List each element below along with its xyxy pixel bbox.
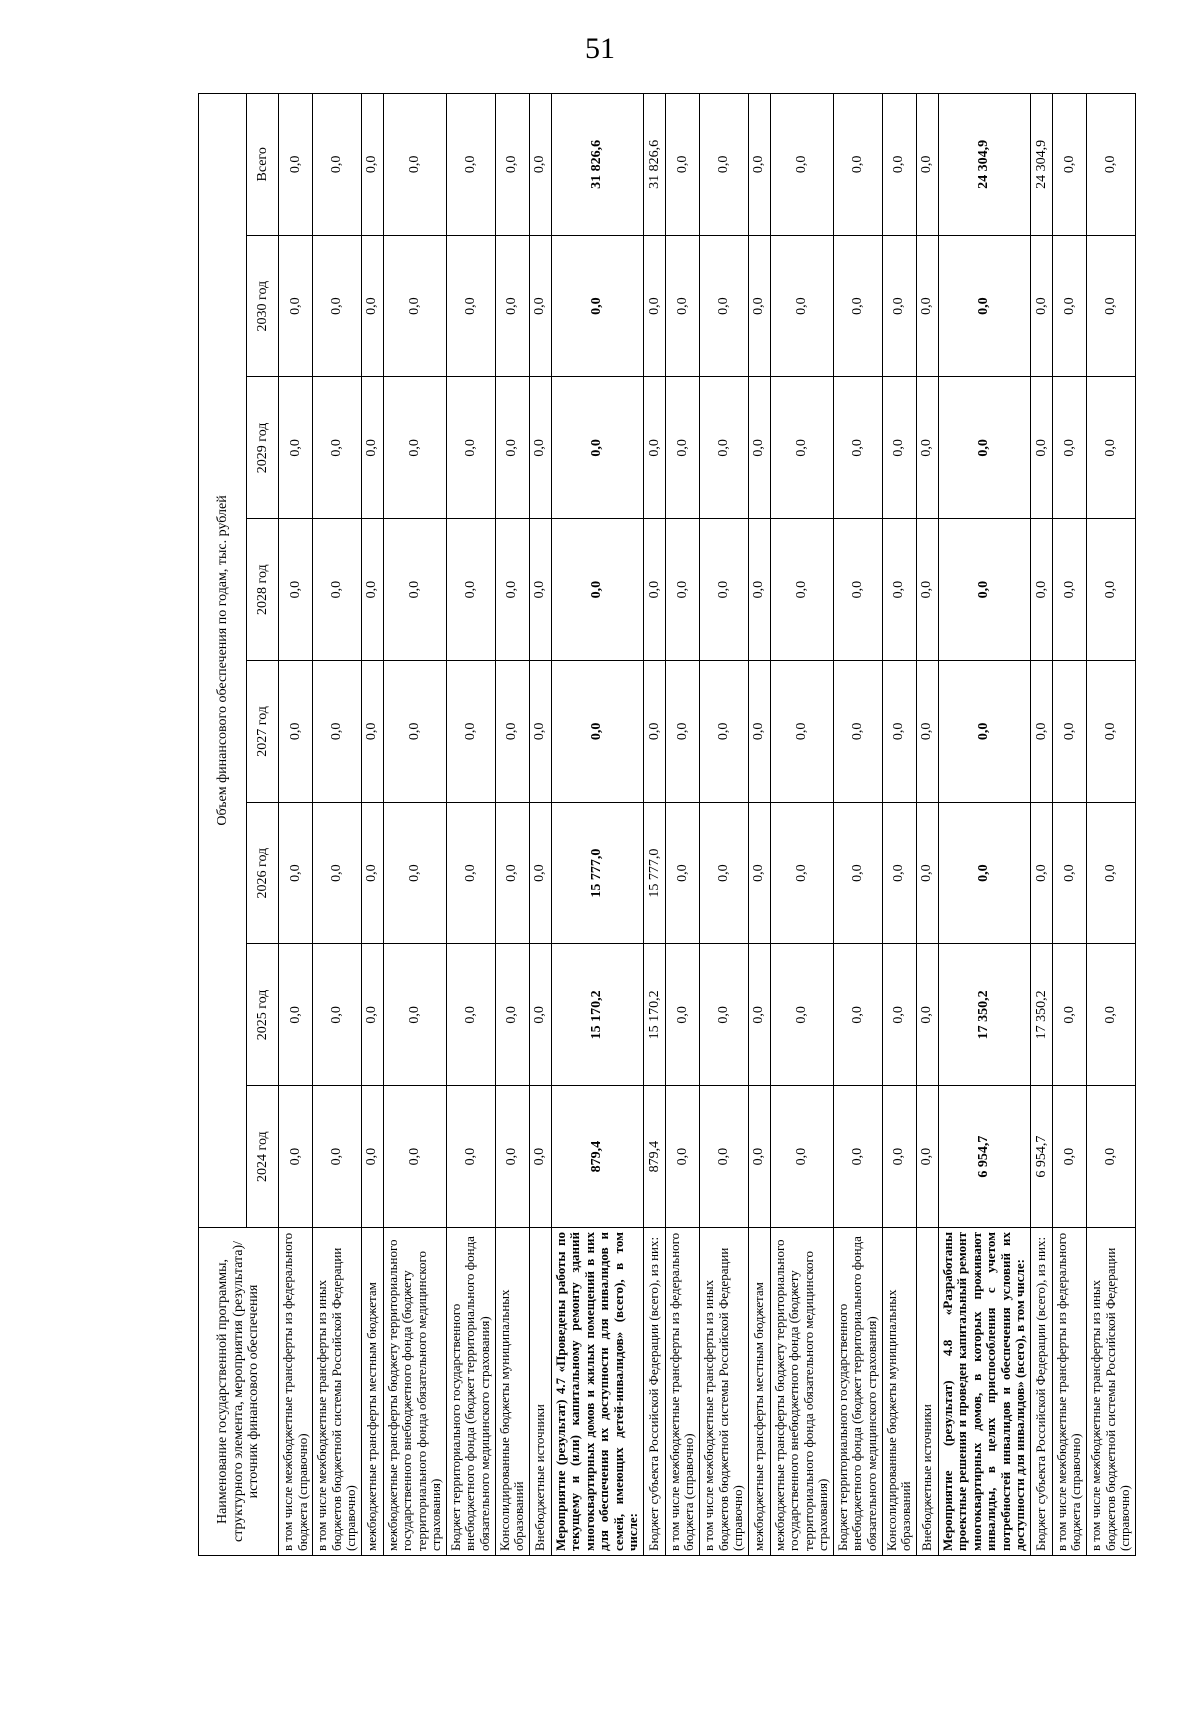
table-row xyxy=(361,93,383,1555)
row-value: 0,0 xyxy=(495,802,529,944)
row-name: в том числе межбюджетные трансферты из федерального бюджета (справочно) xyxy=(279,1228,313,1556)
row-value: 0,0 xyxy=(770,944,833,1086)
row-value: 0,0 xyxy=(770,661,833,803)
row-value: 0,0 xyxy=(1030,235,1052,377)
row-total: 0,0 xyxy=(882,93,916,235)
row-total: 0,0 xyxy=(770,93,833,235)
row-value: 0,0 xyxy=(916,944,938,1086)
row-value: 0,0 xyxy=(748,802,770,944)
table-row xyxy=(643,93,665,1555)
row-value: 0,0 xyxy=(770,377,833,519)
row-value: 0,0 xyxy=(1030,802,1052,944)
row-value: 0,0 xyxy=(313,235,362,377)
row-value: 0,0 xyxy=(882,235,916,377)
row-value: 0,0 xyxy=(313,519,362,661)
row-value: 6 954,7 xyxy=(1030,1086,1052,1228)
row-value: 0,0 xyxy=(551,519,643,661)
row-value: 0,0 xyxy=(1052,802,1086,944)
row-value: 0,0 xyxy=(700,377,749,519)
row-name: Бюджет субъекта Российской Федерации (всего), из них: xyxy=(643,1228,665,1556)
row-value: 0,0 xyxy=(833,519,882,661)
row-value: 0,0 xyxy=(279,661,313,803)
table-row xyxy=(770,93,833,1555)
row-value: 0,0 xyxy=(882,802,916,944)
row-value: 0,0 xyxy=(700,519,749,661)
row-value: 0,0 xyxy=(916,1086,938,1228)
row-value: 0,0 xyxy=(882,661,916,803)
header-year: 2028 год xyxy=(247,519,279,661)
row-value: 0,0 xyxy=(279,802,313,944)
table-row xyxy=(313,93,362,1555)
table-row xyxy=(1030,93,1052,1555)
financing-table xyxy=(198,93,1136,1556)
table-body xyxy=(279,93,1136,1555)
row-name: Внебюджетные источники xyxy=(916,1228,938,1556)
row-value: 0,0 xyxy=(383,377,446,519)
row-value: 0,0 xyxy=(313,1086,362,1228)
row-value: 0,0 xyxy=(770,235,833,377)
row-value: 0,0 xyxy=(446,235,495,377)
row-total: 0,0 xyxy=(361,93,383,235)
row-name: в том числе межбюджетные трансферты из иных бюджетов бюджетной системы Российской Федерации (справочно) xyxy=(700,1228,749,1556)
header-year: 2024 год xyxy=(247,1086,279,1228)
row-value: 0,0 xyxy=(529,944,551,1086)
row-value: 0,0 xyxy=(383,1086,446,1228)
row-total: 0,0 xyxy=(313,93,362,235)
row-name: Внебюджетные источники xyxy=(529,1228,551,1556)
table-row xyxy=(1086,93,1135,1555)
row-value: 0,0 xyxy=(495,944,529,1086)
row-value: 0,0 xyxy=(643,519,665,661)
row-value: 0,0 xyxy=(529,377,551,519)
row-value: 0,0 xyxy=(833,377,882,519)
row-value: 0,0 xyxy=(446,661,495,803)
row-value: 0,0 xyxy=(770,519,833,661)
row-value: 0,0 xyxy=(551,661,643,803)
row-value: 0,0 xyxy=(279,1086,313,1228)
row-value: 15 777,0 xyxy=(643,802,665,944)
row-value: 0,0 xyxy=(361,944,383,1086)
table-row xyxy=(529,93,551,1555)
header-group-title: Объем финансового обеспечения по годам, тыс. рублей xyxy=(199,93,247,1227)
table-row xyxy=(700,93,749,1555)
row-total: 0,0 xyxy=(748,93,770,235)
table-row xyxy=(916,93,938,1555)
row-value: 0,0 xyxy=(748,519,770,661)
row-value: 0,0 xyxy=(1086,1086,1135,1228)
table-row xyxy=(833,93,882,1555)
row-value: 0,0 xyxy=(833,802,882,944)
row-value: 0,0 xyxy=(495,661,529,803)
row-value: 0,0 xyxy=(551,235,643,377)
row-value: 0,0 xyxy=(748,661,770,803)
row-value: 0,0 xyxy=(313,802,362,944)
row-value: 0,0 xyxy=(495,377,529,519)
row-value: 0,0 xyxy=(916,802,938,944)
row-value: 0,0 xyxy=(916,661,938,803)
header-year: 2030 год xyxy=(247,235,279,377)
row-name: межбюджетные трансферты бюджету территориального государственного внебюджетного фонда (бюджету территориального фонда обязательного медицинского страхования) xyxy=(770,1228,833,1556)
row-value: 0,0 xyxy=(361,377,383,519)
row-total: 0,0 xyxy=(1086,93,1135,235)
row-value: 879,4 xyxy=(643,1086,665,1228)
row-value: 0,0 xyxy=(361,1086,383,1228)
row-name: Консолидированные бюджеты муниципальных образований xyxy=(495,1228,529,1556)
row-value: 0,0 xyxy=(313,944,362,1086)
header-year: 2025 год xyxy=(247,944,279,1086)
row-value: 0,0 xyxy=(938,519,1030,661)
row-total: 0,0 xyxy=(916,93,938,235)
row-value: 0,0 xyxy=(279,944,313,1086)
row-value: 0,0 xyxy=(665,802,699,944)
table-row xyxy=(748,93,770,1555)
row-value: 17 350,2 xyxy=(1030,944,1052,1086)
row-value: 0,0 xyxy=(446,1086,495,1228)
row-value: 0,0 xyxy=(1052,519,1086,661)
row-value: 0,0 xyxy=(1052,661,1086,803)
row-value: 0,0 xyxy=(383,944,446,1086)
row-value: 0,0 xyxy=(383,802,446,944)
row-value: 0,0 xyxy=(938,661,1030,803)
row-value: 0,0 xyxy=(361,661,383,803)
row-value: 0,0 xyxy=(313,661,362,803)
row-value: 0,0 xyxy=(1052,944,1086,1086)
header-year: 2029 год xyxy=(247,377,279,519)
row-value: 0,0 xyxy=(665,661,699,803)
row-value: 0,0 xyxy=(279,235,313,377)
row-name: межбюджетные трансферты местным бюджетам xyxy=(361,1228,383,1556)
row-value: 0,0 xyxy=(643,377,665,519)
row-value: 0,0 xyxy=(495,519,529,661)
row-value: 0,0 xyxy=(643,661,665,803)
row-total: 24 304,9 xyxy=(1030,93,1052,235)
row-value: 15 170,2 xyxy=(643,944,665,1086)
row-value: 0,0 xyxy=(665,235,699,377)
row-value: 0,0 xyxy=(748,235,770,377)
header-year: 2026 год xyxy=(247,802,279,944)
row-total: 0,0 xyxy=(383,93,446,235)
row-value: 0,0 xyxy=(882,377,916,519)
table-row xyxy=(495,93,529,1555)
row-name: Мероприятие (результат) 4.7 «Проведены работы по текущему и (или) капитальному ремонту зданий многоквартирных домов и жилых помещений в них для обеспечения их доступности для инвалидов и семей, имеющих детей-инвалидов» (всего), в том числе: xyxy=(551,1228,643,1556)
row-total: 0,0 xyxy=(495,93,529,235)
table-row xyxy=(551,93,643,1555)
row-value: 0,0 xyxy=(279,519,313,661)
header-name-column: Наименование государственной программы, структурного элемента, мероприятия (результата)/источник финансового обеспечения xyxy=(199,1228,279,1556)
row-value: 0,0 xyxy=(700,944,749,1086)
row-name: в том числе межбюджетные трансферты из федерального бюджета (справочно) xyxy=(1052,1228,1086,1556)
row-value: 0,0 xyxy=(446,377,495,519)
header-year: 2027 год xyxy=(247,661,279,803)
row-value: 0,0 xyxy=(1086,944,1135,1086)
row-value: 0,0 xyxy=(446,802,495,944)
row-value: 0,0 xyxy=(748,1086,770,1228)
table-row xyxy=(383,93,446,1555)
table-row xyxy=(882,93,916,1555)
row-value: 0,0 xyxy=(938,377,1030,519)
row-value: 0,0 xyxy=(361,235,383,377)
row-value: 0,0 xyxy=(1030,377,1052,519)
row-value: 0,0 xyxy=(529,802,551,944)
row-value: 0,0 xyxy=(938,235,1030,377)
row-value: 0,0 xyxy=(495,235,529,377)
row-value: 6 954,7 xyxy=(938,1086,1030,1228)
row-value: 0,0 xyxy=(643,235,665,377)
row-value: 0,0 xyxy=(748,944,770,1086)
row-value: 0,0 xyxy=(383,235,446,377)
row-value: 0,0 xyxy=(1086,519,1135,661)
row-value: 0,0 xyxy=(916,519,938,661)
row-value: 0,0 xyxy=(1030,519,1052,661)
row-value: 15 170,2 xyxy=(551,944,643,1086)
row-name: Бюджет территориального государственного внебюджетного фонда (бюджет территориального фонда обязательного медицинского страхования) xyxy=(446,1228,495,1556)
row-value: 0,0 xyxy=(833,661,882,803)
row-total: 0,0 xyxy=(446,93,495,235)
row-total: 31 826,6 xyxy=(551,93,643,235)
row-total: 0,0 xyxy=(529,93,551,235)
row-value: 0,0 xyxy=(361,519,383,661)
row-value: 0,0 xyxy=(700,1086,749,1228)
row-value: 0,0 xyxy=(882,944,916,1086)
row-value: 0,0 xyxy=(529,235,551,377)
row-name: Мероприятие (результат) 4.8 «Разработаны проектные решения и проведен капитальный ремонт многоквартирных домов, в которых проживают инвалиды, в целях приспособления с учетом потребностей инвалидов и обеспечения условий их доступности для инвалидов» (всего), в том числе: xyxy=(938,1228,1030,1556)
row-total: 0,0 xyxy=(665,93,699,235)
row-value: 0,0 xyxy=(383,519,446,661)
row-total: 31 826,6 xyxy=(643,93,665,235)
row-value: 0,0 xyxy=(313,377,362,519)
row-total: 0,0 xyxy=(700,93,749,235)
row-value: 0,0 xyxy=(1030,661,1052,803)
row-name: межбюджетные трансферты бюджету территориального государственного внебюджетного фонда (бюджету территориального фонда обязательного медицинского страхования) xyxy=(383,1228,446,1556)
row-value: 0,0 xyxy=(700,802,749,944)
row-value: 0,0 xyxy=(700,235,749,377)
row-value: 0,0 xyxy=(665,519,699,661)
row-value: 0,0 xyxy=(1052,1086,1086,1228)
row-value: 0,0 xyxy=(700,661,749,803)
row-name: в том числе межбюджетные трансферты из иных бюджетов бюджетной системы Российской Федерации (справочно) xyxy=(1086,1228,1135,1556)
table-row xyxy=(446,93,495,1555)
row-value: 0,0 xyxy=(361,802,383,944)
row-value: 0,0 xyxy=(279,377,313,519)
row-name: в том числе межбюджетные трансферты из иных бюджетов бюджетной системы Российской Федерации (справочно) xyxy=(313,1228,362,1556)
table-row xyxy=(665,93,699,1555)
table-row xyxy=(1052,93,1086,1555)
row-value: 0,0 xyxy=(495,1086,529,1228)
row-name: Консолидированные бюджеты муниципальных образований xyxy=(882,1228,916,1556)
row-value: 0,0 xyxy=(1052,377,1086,519)
row-value: 0,0 xyxy=(1086,802,1135,944)
row-value: 0,0 xyxy=(938,802,1030,944)
row-value: 0,0 xyxy=(770,802,833,944)
row-name: Бюджет субъекта Российской Федерации (всего), из них: xyxy=(1030,1228,1052,1556)
rotated-table-container xyxy=(198,94,1133,1556)
row-value: 0,0 xyxy=(383,661,446,803)
row-value: 0,0 xyxy=(833,235,882,377)
row-value: 0,0 xyxy=(882,1086,916,1228)
row-value: 0,0 xyxy=(529,1086,551,1228)
row-value: 0,0 xyxy=(1086,661,1135,803)
row-value: 879,4 xyxy=(551,1086,643,1228)
row-total: 0,0 xyxy=(1052,93,1086,235)
row-value: 0,0 xyxy=(665,377,699,519)
row-name: в том числе межбюджетные трансферты из федерального бюджета (справочно) xyxy=(665,1228,699,1556)
row-value: 15 777,0 xyxy=(551,802,643,944)
row-value: 0,0 xyxy=(1052,235,1086,377)
row-value: 0,0 xyxy=(748,377,770,519)
header-total: Всего xyxy=(247,93,279,235)
row-value: 0,0 xyxy=(529,519,551,661)
row-total: 0,0 xyxy=(833,93,882,235)
row-value: 0,0 xyxy=(916,377,938,519)
row-value: 0,0 xyxy=(770,1086,833,1228)
row-value: 0,0 xyxy=(882,519,916,661)
row-value: 0,0 xyxy=(833,944,882,1086)
table-row xyxy=(279,93,313,1555)
row-value: 0,0 xyxy=(916,235,938,377)
row-value: 0,0 xyxy=(551,377,643,519)
row-value: 0,0 xyxy=(446,944,495,1086)
row-value: 0,0 xyxy=(1086,235,1135,377)
row-value: 0,0 xyxy=(833,1086,882,1228)
row-value: 17 350,2 xyxy=(938,944,1030,1086)
row-name: Бюджет территориального государственного внебюджетного фонда (бюджет территориального фонда обязательного медицинского страхования) xyxy=(833,1228,882,1556)
table-row xyxy=(938,93,1030,1555)
row-total: 24 304,9 xyxy=(938,93,1030,235)
row-value: 0,0 xyxy=(665,944,699,1086)
row-value: 0,0 xyxy=(1086,377,1135,519)
row-name: межбюджетные трансферты местным бюджетам xyxy=(748,1228,770,1556)
row-value: 0,0 xyxy=(446,519,495,661)
row-value: 0,0 xyxy=(529,661,551,803)
row-total: 0,0 xyxy=(279,93,313,235)
row-value: 0,0 xyxy=(665,1086,699,1228)
page-number: 51 xyxy=(585,32,615,65)
